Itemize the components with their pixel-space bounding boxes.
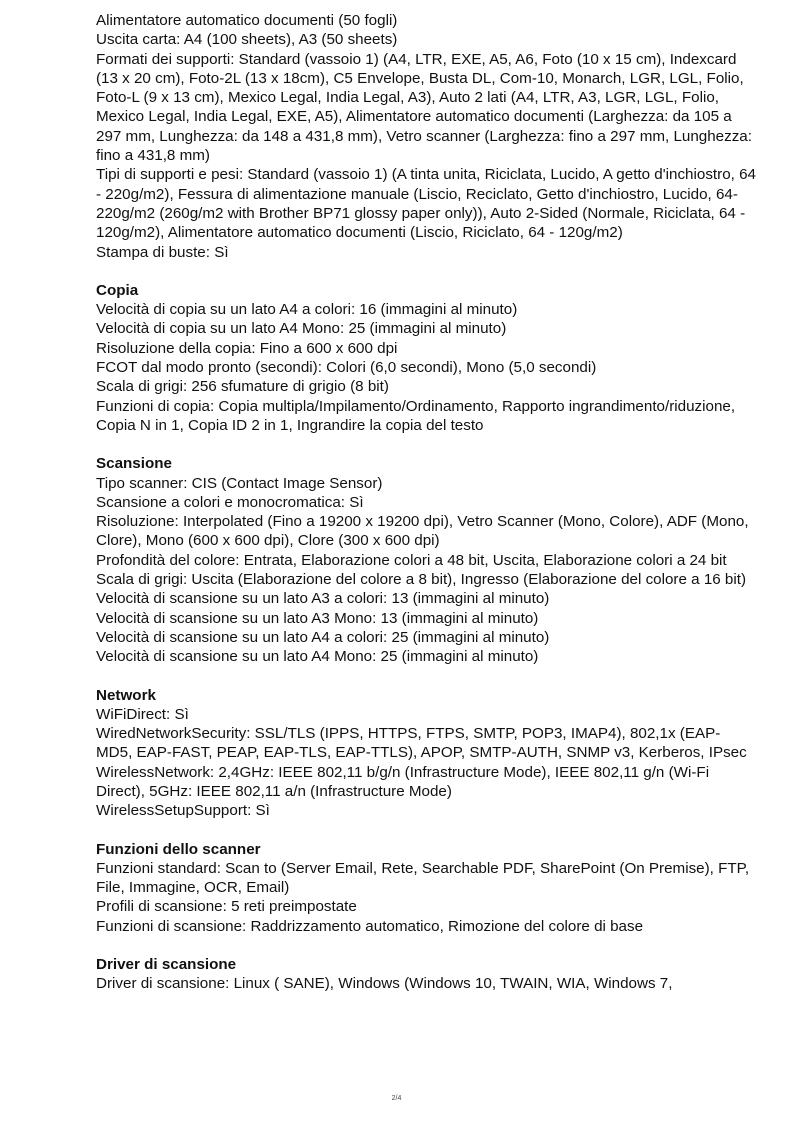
- spec-line: Velocità di scansione su un lato A4 Mono: 25 (immagini al minuto): [96, 648, 539, 666]
- spec-line: Scala di grigi: 256 sfumature di grigio (8 bit): [96, 378, 389, 396]
- spec-line: Profili di scansione: 5 reti preimpostate: [96, 898, 357, 916]
- spec-line: Driver di scansione: Linux ( SANE), Windows (Windows 10, TWAIN, WIA, Windows 7,: [96, 975, 673, 993]
- spec-line: WirelessSetupSupport: Sì: [96, 802, 270, 820]
- spec-line: Scala di grigi: Uscita (Elaborazione del colore a 8 bit), Ingresso (Elaborazione del colore a 16 bit): [96, 571, 747, 589]
- spec-line: Scansione a colori e monocromatica: Sì: [96, 493, 364, 511]
- section-heading: Driver di scansione: [96, 956, 237, 974]
- document-page: [96, 11, 756, 994]
- spec-line: Velocità di copia su un lato A4 a colori: 16 (immagini al minuto): [96, 301, 518, 319]
- section-heading: Copia: [96, 281, 139, 299]
- spec-line: FCOT dal modo pronto (secondi): Colori (6,0 secondi), Mono (5,0 secondi): [96, 359, 597, 377]
- section-heading: Network: [96, 686, 156, 704]
- spec-line: Stampa di buste: Sì: [96, 243, 229, 261]
- spec-line: Tipo scanner: CIS (Contact Image Sensor): [96, 474, 383, 492]
- spec-line: Risoluzione: Interpolated (Fino a 19200 x 19200 dpi), Vetro Scanner (Mono, Colore), ADF (Mono, Clore), Mono (600 x 600 dpi), Clore (300 x 600 dpi): [96, 513, 749, 550]
- intro-block: [96, 11, 756, 262]
- spec-line: Funzioni standard: Scan to (Server Email, Rete, Searchable PDF, SharePoint (On Premise), FTP, File, Immagine, OCR, Email): [96, 859, 750, 897]
- section-funzioni-scanner: [96, 840, 756, 936]
- spec-line: WiredNetworkSecurity: SSL/TLS (IPPS, HTTPS, FTPS, SMTP, POP3, IMAP4), 802,1x (EAP-MD5, EAP-FAST, PEAP, EAP-TLS, EAP-TTLS), APOP, SMTP-AUTH, SNMP v3, Kerberos, IPsec: [96, 725, 747, 762]
- section-heading: Scansione: [96, 455, 172, 473]
- spec-line: Tipi di supporti e pesi: Standard (vassoio 1) (A tinta unita, Riciclata, Lucido, A getto d'inchiostro, 64 - 220g/m2), Fessura di alimentazione manuale (Liscio, Reciclato, Getto d'inchiostro, Lucido, 64-220g/m2 (260g/m2 with Brother BP71 glossy paper only)), Auto 2-Sided (Normale, Riciclata, 64 - 120g/m2), Alimentatore automatico documenti (Liscio, Riciclato, 64 - 120g/m2): [96, 166, 756, 242]
- page-number: 2/4: [391, 1095, 402, 1102]
- spec-line: Formati dei supporti: Standard (vassoio 1) (A4, LTR, EXE, A5, A6, Foto (10 x 15 cm), Indexcard (13 x 20 cm), Foto-2L (13 x 18cm), C5 Envelope, Busta DL, Com-10, Monarch, LGR, LGL, Folio, Foto-L (9 x 13 cm), Mexico Legal, India Legal, A3), Auto 2 lati (A4, LTR, A3, LGR, LGL, Folio, Mexico Legal, India Legal, EXE, A5), Alimentatore automatico documenti (Larghezza: da 105 a 297 mm, Lunghezza: da 148 a 431,8 mm), Vetro scanner (Larghezza: fino a 297 mm, Lunghezza: fino a 431,8 mm): [96, 50, 752, 165]
- section-network: [96, 686, 756, 821]
- spec-line: WirelessNetwork: 2,4GHz: IEEE 802,11 b/g/n (Infrastructure Mode), IEEE 802,11 g/n (Wi-Fi Direct), 5GHz: IEEE 802,11 a/n (Infrastructure Mode): [96, 763, 710, 800]
- section-heading: Funzioni dello scanner: [96, 840, 261, 858]
- section-copia: [96, 281, 756, 435]
- spec-line: Alimentatore automatico documenti (50 fogli): [96, 12, 398, 29]
- spec-line: Funzioni di copia: Copia multipla/Impilamento/Ordinamento, Rapporto ingrandimento/riduzione, Copia N in 1, Copia ID 2 in 1, Ingrandire la copia del testo: [96, 397, 736, 434]
- spec-line: WiFiDirect: Sì: [96, 705, 189, 723]
- spec-line: Velocità di scansione su un lato A3 Mono: 13 (immagini al minuto): [96, 609, 539, 627]
- spec-line: Risoluzione della copia: Fino a 600 x 600 dpi: [96, 339, 398, 357]
- section-driver: [96, 955, 756, 994]
- spec-line: Uscita carta: A4 (100 sheets), A3 (50 sheets): [96, 31, 398, 49]
- spec-line: Profondità del colore: Entrata, Elaborazione colori a 48 bit, Uscita, Elaborazione colori a 24 bit: [96, 551, 727, 569]
- spec-line: Funzioni di scansione: Raddrizzamento automatico, Rimozione del colore di base: [96, 917, 644, 935]
- spec-line: Velocità di scansione su un lato A4 a colori: 25 (immagini al minuto): [96, 628, 550, 646]
- spec-line: Velocità di copia su un lato A4 Mono: 25 (immagini al minuto): [96, 320, 507, 338]
- section-scansione: [96, 454, 756, 666]
- spec-line: Velocità di scansione su un lato A3 a colori: 13 (immagini al minuto): [96, 590, 550, 608]
